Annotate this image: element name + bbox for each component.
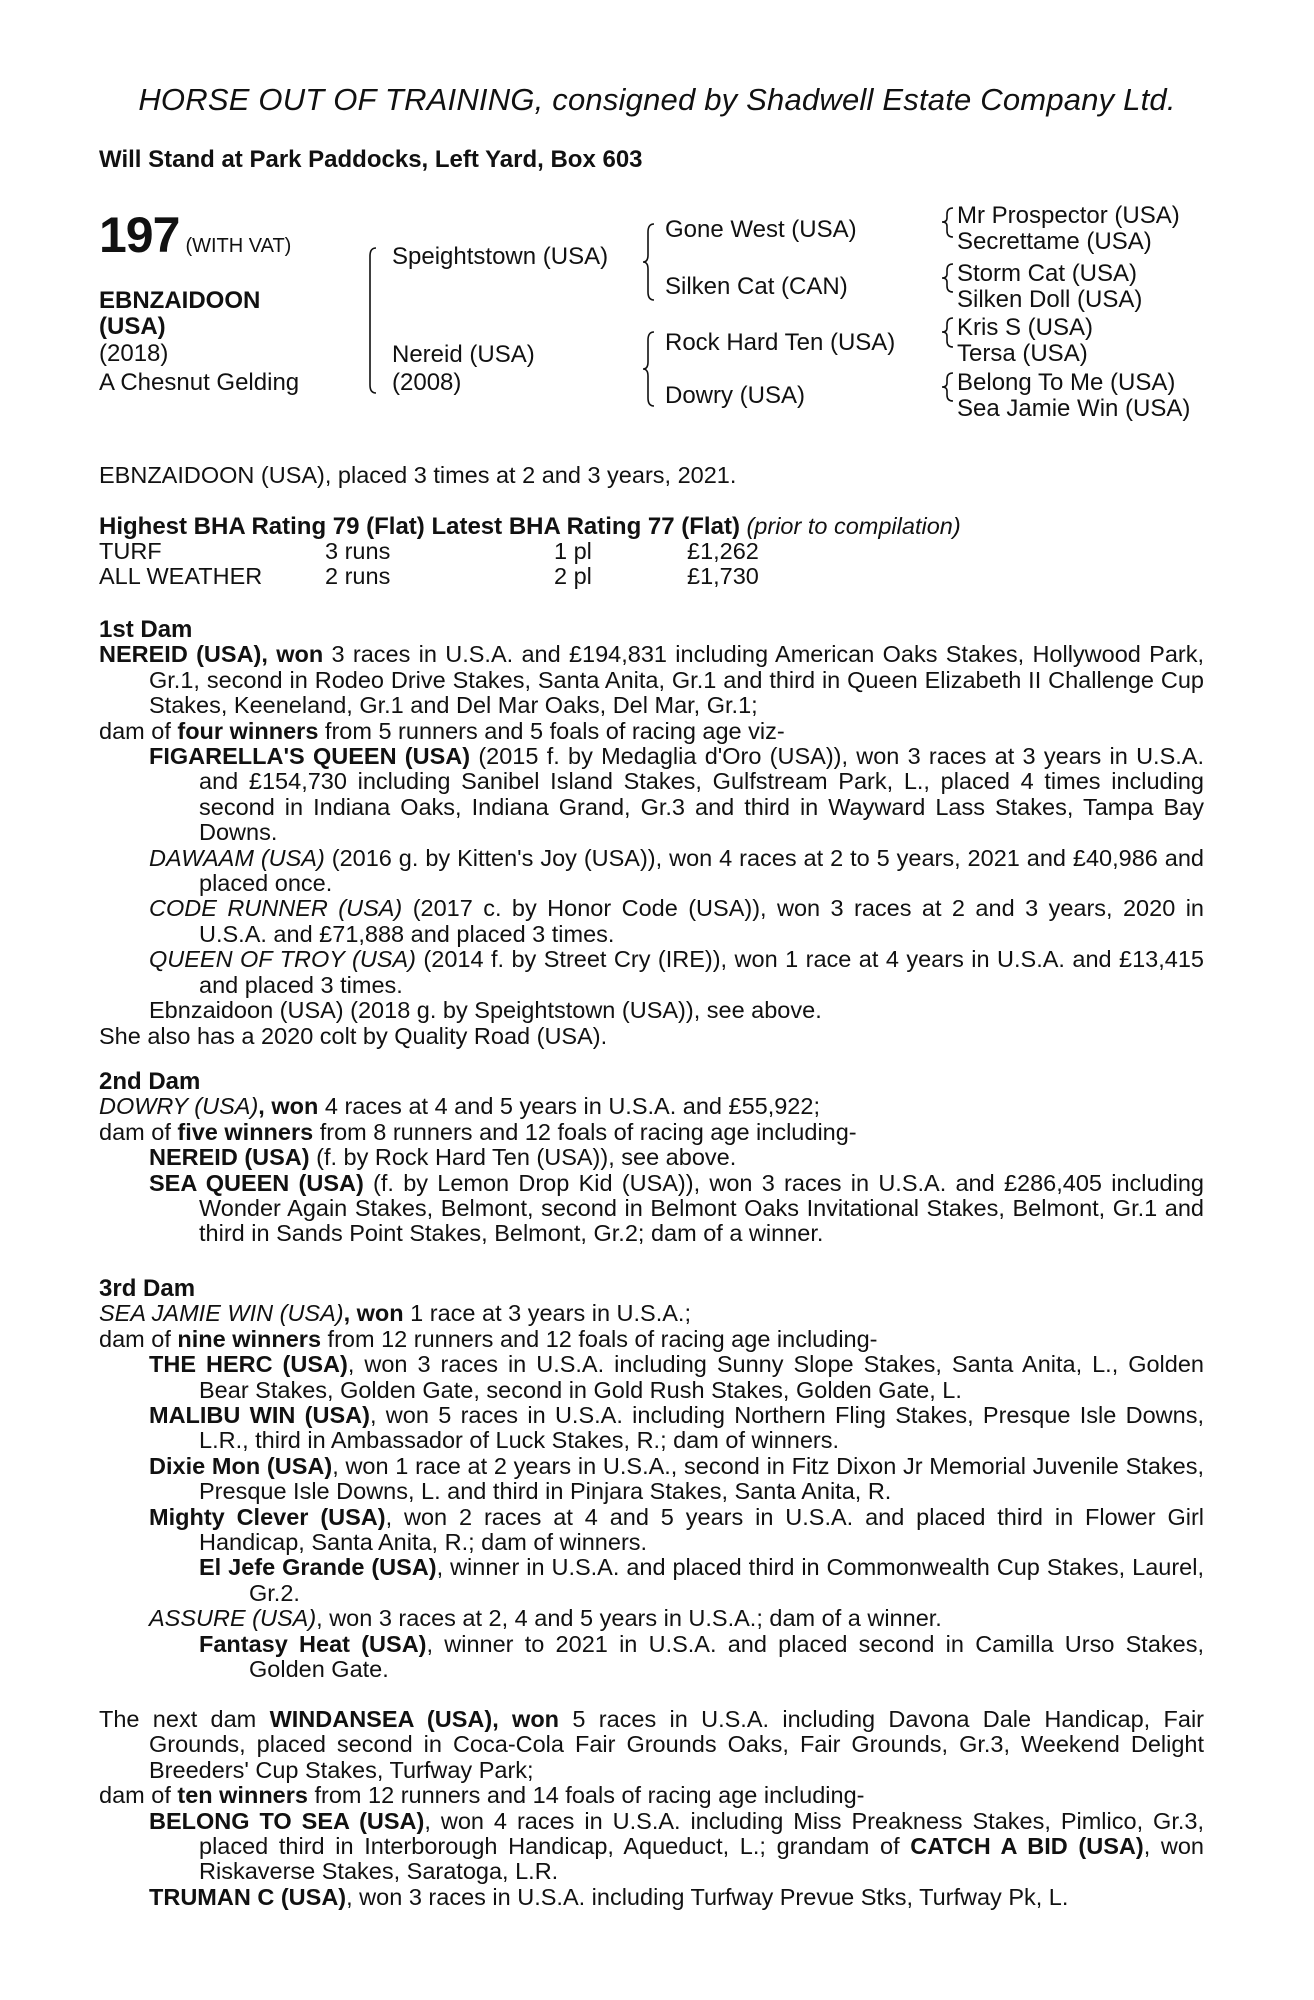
produce-count: nine winners (177, 1325, 322, 1352)
produce-record: , won 4 races in U.S.A. including Miss Preakness Stakes, Pimlico, Gr.3, placed third in Interborough Handicap, Aqueduct, L.; grandam of (199, 1807, 1204, 1860)
won-label: , won (343, 1300, 404, 1327)
produce-name: El Jefe Grande (USA) (199, 1554, 437, 1581)
produce-record: (2017 c. by Honor Code (USA)), won 3 races at 2 and 3 years, 2020 in U.S.A. and £71,888 and placed 3 times. (199, 895, 1204, 947)
third-dam-produce (99, 1327, 1204, 1352)
first-dam-section (99, 617, 1204, 1049)
dam-record: 3 races in U.S.A. and £194,831 including American Oaks Stakes, Hollywood Park, Gr.1, second in Rodeo Drive Stakes, Santa Anita, Gr.1 and third in Queen Elizabeth II Challenge Cup Stakes, Keeneland, Gr.1 and Del Mar Oaks, Del Mar, Gr.1; (149, 641, 1205, 719)
produce-record: , won 5 races in U.S.A. including Northern Fling Stakes, Presque Isle Downs, L.R., third in Ambassador of Luck Stakes, R.; dam of winners. (199, 1402, 1204, 1454)
produce-record: (2014 f. by Street Cry (IRE)), won 1 race at 4 years in U.S.A. and £13,415 and placed 3 times. (199, 946, 1204, 998)
next-dam-pre: The next dam (99, 1706, 270, 1732)
produce-record: , won 1 race at 2 years in U.S.A., second in Fitz Dixon Jr Memorial Juvenile Stakes, Presque Isle Downs, L. and third in Pinjara Stakes, Santa Anita, R. (199, 1452, 1204, 1505)
ratings-table (99, 539, 759, 589)
produce-record: (f. by Lemon Drop Kid (USA)), won 3 races in U.S.A. and £286,405 including Wonder Again Stakes, Belmont, second in Belmont Oaks Invitational Stakes, Belmont, Gr.1 and third in Sands Point Stakes, Belmont, Gr.2; dam of a winner. (199, 1169, 1204, 1247)
produce-post: from 12 runners and 12 foals of racing age including- (321, 1325, 878, 1352)
produce-post: from 8 runners and 12 foals of racing age including- (313, 1118, 857, 1145)
won-label: , won (492, 1706, 560, 1732)
produce-entry (99, 1505, 1204, 1556)
brace-main (370, 248, 376, 393)
second-dam-produce (99, 1120, 1204, 1145)
produce-pre: dam of (99, 1118, 178, 1145)
third-dam-para (99, 1301, 1204, 1326)
produce-name: DAWAAM (USA) (149, 844, 325, 871)
page-title: HORSE OUT OF TRAINING, consigned by Shadwell Estate Company Ltd. (138, 82, 1176, 117)
ratings-row-turf (99, 539, 759, 564)
next-dam-section (99, 1707, 1204, 1910)
produce-pre: dam of (99, 1325, 178, 1352)
produce-entry (99, 744, 1204, 846)
produce-entry (99, 1171, 1204, 1247)
produce-name: BELONG TO SEA (USA) (149, 1807, 425, 1834)
next-dam-produce (99, 1783, 1204, 1808)
produce-pre: dam of (99, 717, 178, 744)
produce-name: FIGARELLA'S QUEEN (USA) (149, 743, 471, 770)
produce-entry (99, 896, 1204, 947)
pedigree-sire: Speightstown (USA) (392, 243, 609, 270)
produce-record: , winner to 2021 in U.S.A. and placed second in Camilla Urso Stakes, Golden Gate. (249, 1630, 1205, 1683)
horse-name-line1: EBNZAIDOON (99, 287, 261, 314)
produce-entry-grandchild (99, 1555, 1204, 1606)
dam-name: DOWRY (USA) (99, 1093, 259, 1120)
dam-record: 1 race at 3 years in U.S.A.; (403, 1300, 691, 1327)
produce-name: Mighty Clever (USA) (149, 1503, 386, 1530)
produce-name: QUEEN OF TROY (USA) (149, 946, 416, 973)
ratings-cell: TURF (99, 538, 162, 565)
produce-name: THE HERC (USA) (149, 1351, 348, 1378)
ratings-cell: 1 pl (554, 538, 592, 565)
dam-record: 5 races in U.S.A. including Davona Dale Handicap, Fair Grounds, placed second in Coca-Cola Fair Grounds Oaks, Fair Grounds, Gr.3, Weekend Delight Breeders' Cup Stakes, Turfway Park; (149, 1706, 1205, 1783)
first-dam-para (99, 642, 1204, 718)
produce-record: , won 2 races at 4 and 5 years in U.S.A. and placed third in Flower Girl Handicap, Santa Anita, R.; dam of winners. (199, 1503, 1204, 1556)
produce-post: from 5 runners and 5 foals of racing age viz- (318, 717, 785, 744)
dam-name: SEA JAMIE WIN (USA) (99, 1300, 344, 1327)
produce-entry (99, 1606, 1204, 1631)
pedigree-g5: Kris S (USA) (957, 314, 1094, 341)
produce-count: four winners (177, 717, 319, 744)
produce-record: (f. by Rock Hard Ten (USA)), see above. (309, 1144, 737, 1171)
first-dam-heading: 1st Dam (99, 616, 193, 643)
lot-number: 197 (99, 207, 180, 263)
produce-entry (99, 1885, 1204, 1910)
produce-entry-grandchild (99, 1632, 1204, 1683)
pedigree-sire-dam: Silken Cat (CAN) (665, 273, 848, 300)
produce-record: (2015 f. by Medaglia d'Oro (USA)), won 3 races at 3 years in U.S.A. and £154,730 including Sanibel Island Stakes, Gulfstream Park, L., placed 4 times including second in Indiana Oaks, Indiana Grand, Gr.3 and third in Wayward Lass Stakes, Tampa Bay Downs. (199, 743, 1204, 846)
brace-g34 (942, 264, 953, 292)
grandchild-name: CATCH A BID (USA) (910, 1833, 1144, 1860)
produce-record: , won 3 races in U.S.A. including Sunny Slope Stakes, Santa Anita, L., Golden Bear Stakes, Golden Gate, second in Gold Rush Stakes, Golden Gate, L. (199, 1351, 1204, 1403)
second-dam-para (99, 1094, 1204, 1119)
second-dam-heading: 2nd Dam (99, 1068, 201, 1095)
rating-bold: Highest BHA Rating 79 (Flat) Latest BHA Rating 77 (Flat) (99, 513, 740, 540)
pedigree-g6: Tersa (USA) (957, 340, 1088, 367)
vat-note: (WITH VAT) (185, 235, 292, 257)
produce-name: CODE RUNNER (USA) (149, 895, 403, 922)
produce-count: ten winners (177, 1782, 308, 1809)
brace-g78 (942, 373, 953, 401)
pedigree-g2: Secrettame (USA) (957, 228, 1152, 255)
won-label: , won (261, 641, 324, 668)
ratings-cell: 3 runs (325, 538, 391, 565)
dam-record: 4 races at 4 and 5 years in U.S.A. and £55,922; (318, 1093, 820, 1120)
brace-g12 (942, 208, 953, 237)
produce-name: NEREID (USA) (149, 1144, 310, 1171)
produce-entry: Ebnzaidoon (USA) (2018 g. by Speightstown (USA)), see above. (149, 997, 822, 1024)
stand-location: Will Stand at Park Paddocks, Left Yard, Box 603 (99, 146, 643, 173)
grandchild-record: , won Riskaverse Stakes, Saratoga, L.R. (199, 1833, 1204, 1885)
pedigree-g1: Mr Prospector (USA) (957, 202, 1180, 229)
pedigree-g4: Silken Doll (USA) (957, 286, 1143, 313)
produce-record: , won 3 races at 2, 4 and 5 years in U.S.A.; dam of a winner. (316, 1605, 942, 1632)
won-label: , won (258, 1093, 319, 1120)
produce-record: , won 3 races in U.S.A. including Turfway Prevue Stks, Turfway Pk, L. (346, 1883, 1069, 1910)
ratings-block (99, 514, 1204, 589)
third-dam-section (99, 1276, 1204, 1683)
horse-year: (2018) (99, 340, 169, 367)
dam-name: NEREID (USA) (99, 641, 262, 668)
produce-entry (99, 846, 1204, 897)
pedigree-sire-sire: Gone West (USA) (665, 216, 857, 243)
rating-line (99, 514, 1204, 539)
ratings-cell: 2 pl (554, 563, 592, 590)
produce-note: She also has a 2020 colt by Quality Road (USA). (99, 1022, 608, 1049)
horse-name-line2: (USA) (99, 313, 166, 340)
produce-name: ASSURE (USA) (149, 1605, 317, 1632)
next-dam-para (99, 1707, 1204, 1783)
pedigree-g3: Storm Cat (USA) (957, 260, 1138, 287)
pedigree-dam: Nereid (USA) (392, 341, 535, 368)
produce-entry (99, 1352, 1204, 1403)
produce-count: five winners (177, 1118, 314, 1145)
brace-g56 (942, 318, 953, 347)
produce-name: Dixie Mon (USA) (149, 1452, 333, 1479)
produce-name: TRUMAN C (USA) (149, 1883, 347, 1910)
pedigree-g8: Sea Jamie Win (USA) (957, 395, 1191, 422)
ratings-cell: £1,730 (687, 563, 759, 590)
ratings-cell: £1,262 (687, 538, 759, 565)
brace-dam (643, 332, 654, 406)
first-dam-produce (99, 719, 1204, 744)
race-summary: EBNZAIDOON (USA), placed 3 times at 2 and 3 years, 2021. (99, 462, 737, 488)
ratings-cell: 2 runs (325, 563, 391, 590)
produce-record: (2016 g. by Kitten's Joy (USA)), won 4 races at 2 to 5 years, 2021 and £40,986 and placed once. (199, 844, 1204, 897)
pedigree-dam-dam: Dowry (USA) (665, 382, 806, 409)
pedigree-g7: Belong To Me (USA) (957, 369, 1176, 396)
brace-sire (643, 224, 654, 300)
ratings-cell: ALL WEATHER (99, 563, 263, 590)
produce-name: MALIBU WIN (USA) (149, 1402, 370, 1429)
produce-entry (99, 1809, 1204, 1885)
produce-entry (99, 1454, 1204, 1505)
produce-entry (99, 1145, 1204, 1170)
produce-name: SEA QUEEN (USA) (149, 1169, 364, 1196)
pedigree-dam-sire: Rock Hard Ten (USA) (665, 329, 896, 356)
produce-name: Fantasy Heat (USA) (199, 1630, 427, 1657)
produce-pre: dam of (99, 1782, 178, 1809)
horse-description: A Chesnut Gelding (99, 369, 300, 396)
third-dam-heading: 3rd Dam (99, 1275, 196, 1302)
dam-name: WINDANSEA (USA) (269, 1706, 493, 1732)
ratings-row-aw (99, 564, 759, 589)
produce-record: , winner in U.S.A. and placed third in Commonwealth Cup Stakes, Laurel, Gr.2. (249, 1554, 1204, 1606)
rating-note: (prior to compilation) (746, 513, 961, 539)
produce-entry (99, 947, 1204, 998)
second-dam-section (99, 1069, 1204, 1247)
produce-entry (99, 1403, 1204, 1454)
produce-post: from 12 runners and 14 foals of racing age including- (307, 1782, 865, 1809)
pedigree-dam-year: (2008) (392, 369, 462, 396)
